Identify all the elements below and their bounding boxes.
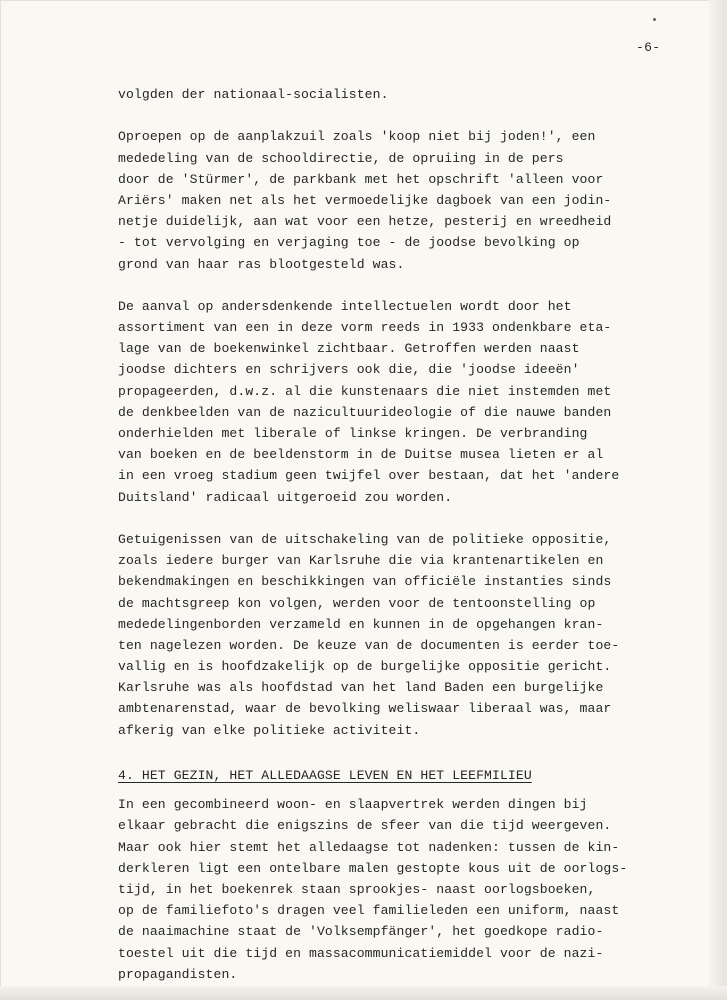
text-line: door de 'Stürmer', de parkbank met het opschrift 'alleen voor bbox=[118, 171, 604, 187]
text-line: elkaar gebracht die enigszins de sfeer van die tijd weergeven. bbox=[118, 818, 612, 834]
text-line: in een vroeg stadium geen twijfel over bestaan, dat het 'andere bbox=[118, 468, 620, 484]
text-line: bekendmakingen en beschikkingen van officiële instanties sinds bbox=[118, 574, 612, 590]
text-line: De aanval op andersdenkende intellectuelen wordt door het bbox=[118, 298, 572, 314]
section-paragraph bbox=[118, 794, 638, 985]
text-line: de denkbeelden van de nazicultuurideologie of die nauwe banden bbox=[118, 404, 612, 420]
text-line: propageerden, d.w.z. al die kunstenaars die niet instemden met bbox=[118, 383, 612, 399]
text-line: ten nagelezen worden. De keuze van de documenten is eerder toe- bbox=[118, 637, 620, 653]
text-line: joodse dichters en schrijvers ook die, die 'joodse ideeën' bbox=[118, 362, 580, 378]
text-line: netje duidelijk, aan wat voor een hetze, pesterij en wreedheid bbox=[118, 214, 612, 230]
text-line: derkleren ligt een ontelbare malen gestopte kous uit de oorlogs- bbox=[118, 860, 628, 876]
text-line: assortiment van een in deze vorm reeds in 1933 ondenkbare eta- bbox=[118, 320, 612, 336]
ink-speck bbox=[653, 18, 656, 21]
text-line: afkerig van elke politieke activiteit. bbox=[118, 722, 421, 738]
paragraph-3 bbox=[118, 296, 638, 508]
text-line: vallig en is hoofdzakelijk op de burgelijke oppositie gericht. bbox=[118, 659, 612, 675]
paragraph-4 bbox=[118, 529, 638, 741]
text-line: Getuigenissen van de uitschakeling van de politieke oppositie, bbox=[118, 531, 612, 547]
text-line: grond van haar ras blootgesteld was. bbox=[118, 256, 405, 272]
text-line: zoals iedere burger van Karlsruhe die via krantenartikelen en bbox=[118, 553, 604, 569]
text-line: Karlsruhe was als hoofdstad van het land Baden een burgelijke bbox=[118, 680, 604, 696]
text-line: volgden der nationaal-socialisten. bbox=[118, 87, 389, 102]
document-body bbox=[118, 84, 638, 985]
section-heading: 4. HET GEZIN, HET ALLEDAAGSE LEVEN EN HET LEEFMILIEU bbox=[118, 768, 532, 783]
text-line: toestel uit die tijd en massacommunicatiemiddel voor de nazi- bbox=[118, 945, 604, 961]
text-line: tijd, in het boekenrek staan sprookjes- naast oorlogsboeken, bbox=[118, 881, 596, 897]
page-number: -6- bbox=[636, 40, 661, 55]
text-line: Maar ook hier stemt het alledaagse tot nadenken: tussen de kin- bbox=[118, 839, 620, 855]
text-line: propagandisten. bbox=[118, 966, 238, 982]
text-line: lage van de boekenwinkel zichtbaar. Getroffen werden naast bbox=[118, 341, 580, 357]
text-line: de machtsgreep kon volgen, werden voor de tentoonstelling op bbox=[118, 595, 596, 611]
text-line: Ariërs' maken net als het vermoedelijke dagboek van een jodin- bbox=[118, 192, 612, 208]
text-line: onderhielden met liberale of linkse kringen. De verbranding bbox=[118, 426, 588, 441]
text-line: mededeling van de schooldirectie, de opruiing in de pers bbox=[118, 150, 564, 166]
text-line: In een gecombineerd woon- en slaapvertrek werden dingen bij bbox=[118, 797, 588, 813]
paper-edge-bottom bbox=[0, 986, 727, 1000]
text-line: Oproepen op de aanplakzuil zoals 'koop niet bij joden!', een bbox=[118, 129, 596, 145]
text-line: op de familiefoto's dragen veel familieleden een uniform, naast bbox=[118, 903, 620, 919]
text-line: de naaimachine staat de 'Volksempfänger', het goedkope radio- bbox=[118, 924, 604, 940]
paragraph-2 bbox=[118, 126, 638, 274]
text-line: - tot vervolging en verjaging toe - de joodse bevolking op bbox=[118, 235, 580, 251]
text-line: Duitsland' radicaal uitgeroeid zou worden. bbox=[118, 489, 453, 505]
text-line: van boeken en de beeldenstorm in de Duitse musea lieten er al bbox=[118, 447, 604, 463]
text-line: mededelingenborden verzameld en kunnen in de opgehangen kran- bbox=[118, 616, 604, 632]
paragraph-1 bbox=[118, 84, 638, 105]
paper-edge-right bbox=[709, 0, 727, 1000]
text-line: ambtenarenstad, waar de bevolking weliswaar liberaal was, maar bbox=[118, 701, 612, 717]
